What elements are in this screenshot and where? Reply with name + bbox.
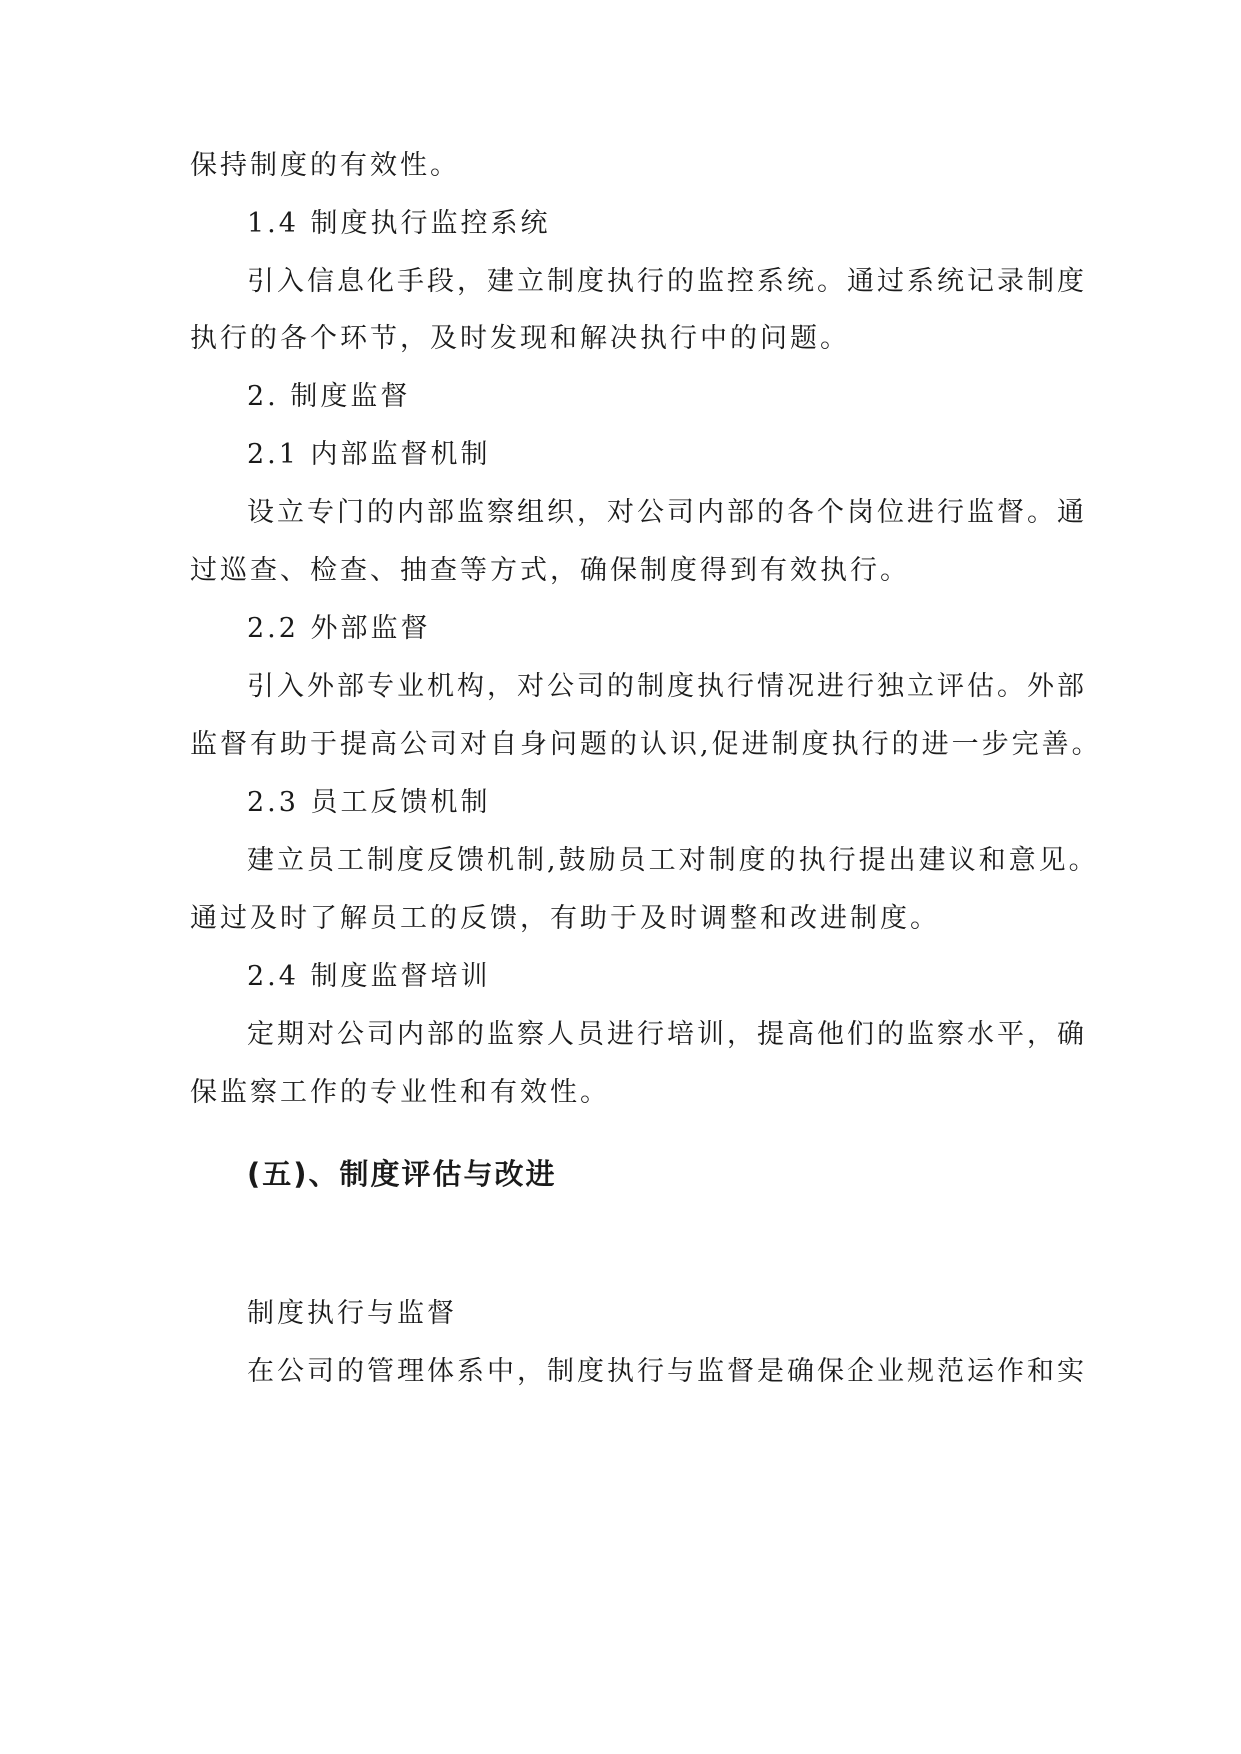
section-heading-2-4: 2.4 制度监督培训 — [247, 961, 491, 992]
chapter-heading: (五)、制度评估与改进 — [247, 1157, 557, 1191]
paragraph-line: 监督有助于提高公司对自身问题的认识,促进制度执行的进一步完善。 — [190, 729, 1102, 760]
paragraph-line: 在公司的管理体系中，制度执行与监督是确保企业规范运作和实 — [247, 1356, 1087, 1387]
section-heading-2-3: 2.3 员工反馈机制 — [247, 787, 491, 818]
paragraph-line: 建立员工制度反馈机制,鼓励员工对制度的执行提出建议和意见。 — [247, 845, 1099, 876]
paragraph-line: 引入信息化手段，建立制度执行的监控系统。通过系统记录制度 — [247, 266, 1087, 297]
section-heading-2-1: 2.1 内部监督机制 — [247, 439, 491, 470]
paragraph-line: 过巡查、检查、抽查等方式，确保制度得到有效执行。 — [190, 555, 910, 586]
section-heading-2: 2. 制度监督 — [247, 381, 411, 412]
paragraph-line: 执行的各个环节，及时发现和解决执行中的问题。 — [190, 323, 850, 354]
paragraph-line: 保监察工作的专业性和有效性。 — [190, 1077, 610, 1108]
subsection-title: 制度执行与监督 — [247, 1298, 457, 1329]
paragraph-line: 定期对公司内部的监察人员进行培训，提高他们的监察水平，确 — [247, 1019, 1087, 1050]
paragraph-line: 引入外部专业机构，对公司的制度执行情况进行独立评估。外部 — [247, 671, 1087, 702]
paragraph-line: 通过及时了解员工的反馈，有助于及时调整和改进制度。 — [190, 903, 940, 934]
paragraph-line: 设立专门的内部监察组织，对公司内部的各个岗位进行监督。通 — [247, 497, 1087, 528]
section-heading-1-4: 1.4 制度执行监控系统 — [247, 208, 551, 239]
section-heading-2-2: 2.2 外部监督 — [247, 613, 431, 644]
paragraph-line: 保持制度的有效性。 — [190, 150, 460, 181]
